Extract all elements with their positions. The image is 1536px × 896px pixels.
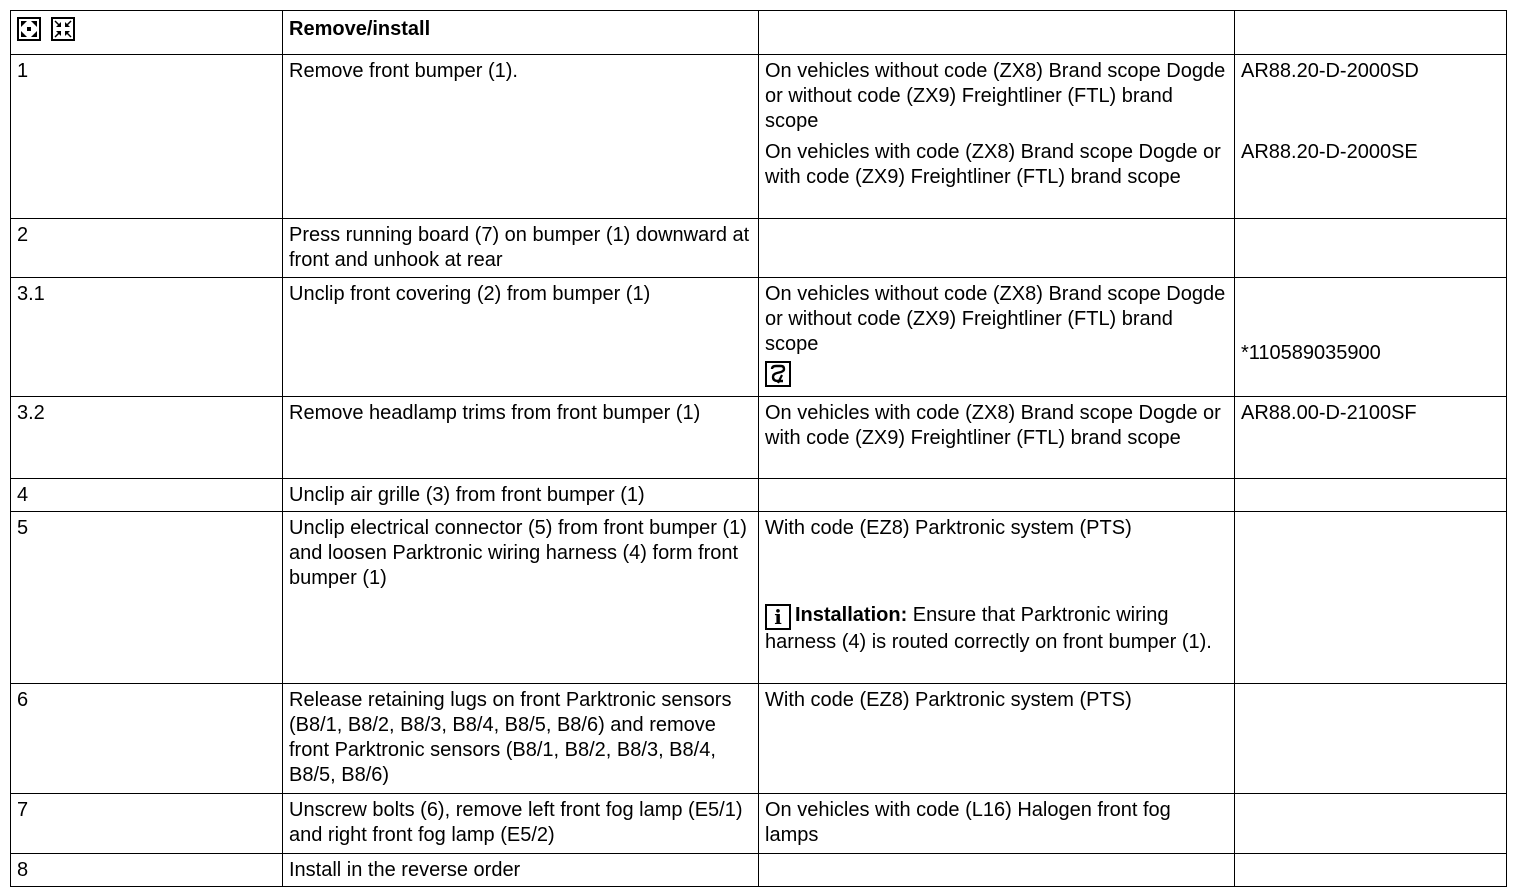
- table-row: [11, 794, 1507, 854]
- step-ref-cell: [1235, 55, 1507, 219]
- table-row: [11, 512, 1507, 684]
- step-condition-cell: [759, 219, 1235, 278]
- step-action: Remove front bumper (1).: [283, 55, 759, 219]
- step-condition: On vehicles without code (ZX8) Brand scope Dogde or without code (ZX9) Freightliner (FTL) brand scope: [765, 283, 1226, 355]
- header-empty-cell: [759, 11, 1235, 55]
- table-row: [11, 278, 1507, 397]
- step-action: Unclip air grille (3) from front bumper (1): [283, 479, 759, 512]
- step-condition-cell: [759, 397, 1235, 479]
- step-action: Release retaining lugs on front Parktronic sensors (B8/1, B8/2, B8/3, B8/4, B8/5, B8/6) and remove front Parktronic sensors (B8/1, B8/2, B8/3, B8/4, B8/5, B8/6): [283, 684, 759, 794]
- step-ref-link[interactable]: AR88.20-D-2000SE: [1241, 141, 1418, 163]
- step-action: Install in the reverse order: [283, 854, 759, 887]
- header-empty-cell: [1235, 11, 1507, 55]
- step-action: Press running board (7) on bumper (1) downward at front and unhook at rear: [283, 219, 759, 278]
- table-row: [11, 854, 1507, 887]
- step-action: Unscrew bolts (6), remove left front fog lamp (E5/1) and right front fog lamp (E5/2): [283, 794, 759, 854]
- table-row: [11, 397, 1507, 479]
- step-ref-cell: [1235, 397, 1507, 479]
- step-number: 6: [11, 684, 283, 794]
- procedure-table: [10, 10, 1507, 887]
- step-condition: On vehicles without code (ZX8) Brand scope Dogde or without code (ZX9) Freightliner (FTL) brand scope: [765, 60, 1226, 132]
- step-ref-cell: [1235, 794, 1507, 854]
- step-condition: On vehicles with code (ZX8) Brand scope Dogde or with code (ZX9) Freightliner (FTL) brand scope: [765, 402, 1221, 449]
- table-row: [11, 219, 1507, 278]
- step-condition-cell: [759, 55, 1235, 219]
- note-label: Installation:: [795, 604, 908, 626]
- step-condition-cell: [759, 479, 1235, 512]
- step-action: Unclip front covering (2) from bumper (1): [283, 278, 759, 397]
- table-row: [11, 55, 1507, 219]
- step-condition-cell: [759, 278, 1235, 397]
- step-condition-cell: [759, 512, 1235, 684]
- note-text: Ensure that Parktronic wiring harness (4) is routed correctly on front bumper (1).: [765, 604, 1212, 653]
- step-condition: On vehicles with code (L16) Halogen front fog lamps: [765, 799, 1171, 846]
- step-condition-cell: [759, 794, 1235, 854]
- step-condition: On vehicles with code (ZX8) Brand scope Dogde or with code (ZX9) Freightliner (FTL) brand scope: [765, 141, 1221, 188]
- step-action: Remove headlamp trims from front bumper (1): [283, 397, 759, 479]
- step-number: 8: [11, 854, 283, 887]
- header-icons-cell: [11, 11, 283, 55]
- step-ref-cell: [1235, 512, 1507, 684]
- step-number: 2: [11, 219, 283, 278]
- info-icon: i: [765, 604, 791, 630]
- collapse-all-icon[interactable]: [51, 17, 75, 41]
- special-tool-icon[interactable]: [765, 361, 791, 387]
- step-ref-cell: [1235, 278, 1507, 397]
- step-number: 3.2: [11, 397, 283, 479]
- step-ref-cell: [1235, 219, 1507, 278]
- step-number: 1: [11, 55, 283, 219]
- table-header-row: [11, 11, 1507, 55]
- step-number: 5: [11, 512, 283, 684]
- procedure-table-wrapper: [10, 10, 1507, 887]
- step-ref-cell: [1235, 684, 1507, 794]
- step-action: Unclip electrical connector (5) from front bumper (1) and loosen Parktronic wiring harness (4) form front bumper (1): [283, 512, 759, 684]
- step-condition: With code (EZ8) Parktronic system (PTS): [765, 517, 1132, 539]
- step-number: 7: [11, 794, 283, 854]
- table-row: [11, 479, 1507, 512]
- table-row: [11, 684, 1507, 794]
- header-title: Remove/install: [283, 11, 759, 55]
- step-ref-link[interactable]: *110589035900: [1241, 342, 1381, 364]
- step-ref-cell: [1235, 479, 1507, 512]
- step-number: 4: [11, 479, 283, 512]
- step-ref-link[interactable]: AR88.20-D-2000SD: [1241, 60, 1419, 82]
- step-condition-cell: [759, 854, 1235, 887]
- step-condition: With code (EZ8) Parktronic system (PTS): [765, 689, 1132, 711]
- step-ref-cell: [1235, 854, 1507, 887]
- step-condition-cell: [759, 684, 1235, 794]
- expand-all-icon[interactable]: [17, 17, 41, 41]
- step-number: 3.1: [11, 278, 283, 397]
- installation-note: [765, 603, 1228, 655]
- step-ref-link[interactable]: AR88.00-D-2100SF: [1241, 402, 1417, 424]
